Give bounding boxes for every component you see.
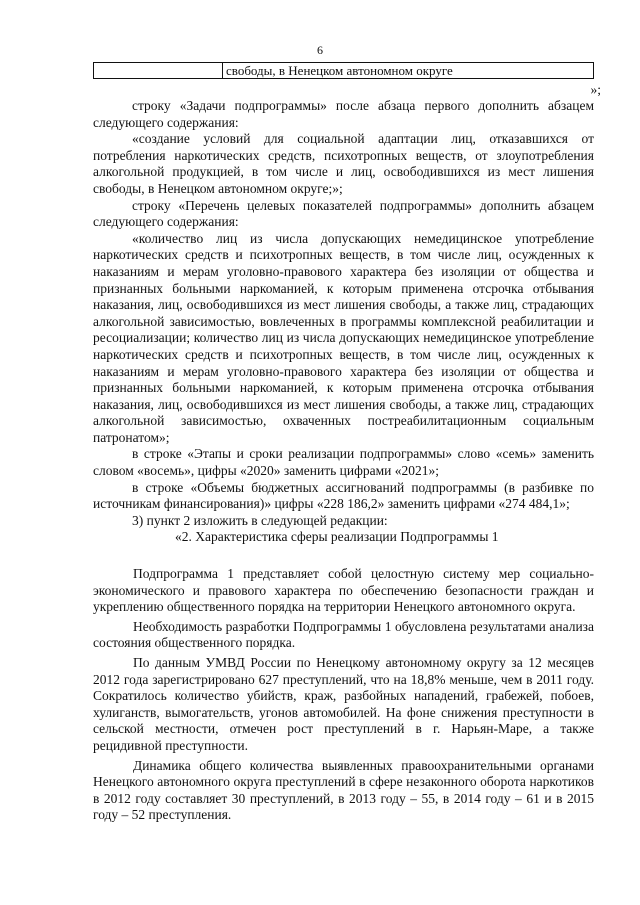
- paragraph: в строке «Этапы и сроки реализации подпрограммы» слово «семь» заменить словом «восемь», цифры «2020» заменить цифрами «2021»;: [93, 446, 594, 479]
- document-body: [93, 98, 594, 824]
- paragraph: Подпрограмма 1 представляет собой целостную систему мер социально-экономического и правового характера по обеспечению безопасности граждан и укреплению общественного порядка на территории Ненецкого автономного округа.: [93, 566, 594, 615]
- page-number: 6: [317, 43, 323, 57]
- table-cell-empty: [94, 63, 223, 79]
- table-cell-text: свободы, в Ненецком автономном округе: [223, 63, 594, 79]
- paragraph: 3) пункт 2 изложить в следующей редакции:: [132, 512, 388, 528]
- paragraph: «создание условий для социальной адаптации лиц, отказавшихся от потребления наркотических средств, психотропных веществ, от злоупотребления алкогольной продукцией, в том числе и лиц, освободившихся из мест лишения свободы, в Ненецком автономном округе;»;: [93, 131, 594, 196]
- paragraph: Динамика общего количества выявленных правоохранительными органами Ненецкого автономного округа преступлений в сфере незаконного оборота наркотиков в 2012 году составляет 30 преступлений, в 2013 году – 55, в 2014 году – 61 и в 2015 году – 52 преступления.: [93, 757, 594, 823]
- paragraph: в строке «Объемы бюджетных ассигнований подпрограммы (в разбивке по источникам финансирования)» цифры «228 186,2» заменить цифрами «274 484,1»;: [93, 479, 594, 512]
- paragraph: По данным УМВД России по Ненецкому автономному округу за 12 месяцев 2012 года зарегистрировано 627 преступлений, что на 18,8% меньше, чем в 2011 году. Сократилось количество убийств, краж, разбойных нападений, грабежей, побоев, хулиганств, вымогательств, угонов автомобилей. На фоне снижения преступности в сельской местности, отмечен рост преступлений в г. Нарьян-Маре, а также рецидивной преступности.: [93, 655, 594, 753]
- paragraph: «количество лиц из числа допускающих немедицинское употребление наркотических средств и психотропных веществ, в том числе лиц, осужденных к наказаниям и мерам уголовно-правового характера без изоляции от общества и признанных больными наркоманией, к которым применена отсрочка отбывания наказания, лиц, освободившихся из мест лишения свободы, а также лиц, страдающих алкогольной зависимостью, вовлеченных в программы комплексной реабилитации и ресоциализации; количество лиц из числа допускающих немедицинское употребление наркотических средств и психотропных веществ, в том числе лиц, осужденных к наказаниям и мерам уголовно-правового характера без изоляции от общества и признанных больными наркоманией, к которым применена отсрочка отбывания наказания, лиц, освободившихся из мест лишения свободы, а также лиц, страдающих алкогольной зависимостью, охваченных постреабилитационным социальным патронатом»;: [93, 230, 594, 445]
- paragraph: строку «Перечень целевых показателей подпрограммы» дополнить абзацем следующего содержания:: [93, 197, 594, 230]
- continued-table-row: [93, 62, 594, 79]
- paragraph: Необходимость разработки Подпрограммы 1 обусловлена результатами анализа состояния общественного порядка.: [93, 618, 594, 651]
- closing-quote: »;: [590, 82, 601, 97]
- paragraph: строку «Задачи подпрограммы» после абзаца первого дополнить абзацем следующего содержания:: [93, 98, 594, 130]
- section-heading: «2. Характеристика сферы реализации Подпрограммы 1: [175, 529, 499, 545]
